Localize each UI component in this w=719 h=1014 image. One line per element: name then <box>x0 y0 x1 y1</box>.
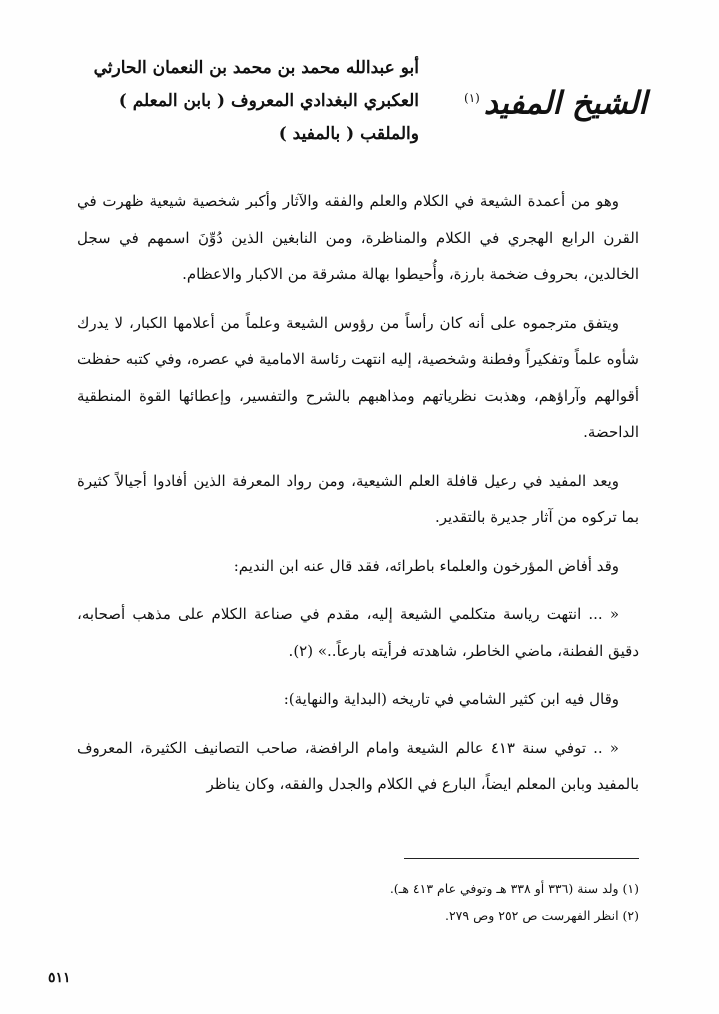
header-line: أبو عبدالله محمد بن محمد بن النعمان الحارثي <box>93 58 419 78</box>
quote-paragraph: « ... انتهت رياسة متكلمي الشيعة إليه، مقدم في صناعة الكلام على مذهب أصحابه، دقيق الفطنة، ماضي الخاطر، شاهدته فرأيته بارعاً..» (٢). <box>77 605 639 660</box>
section-title <box>437 78 647 123</box>
footnote-divider <box>404 858 639 859</box>
paragraph: وهو من أعمدة الشيعة في الكلام والعلم والفقه والآثار وأكبر شخصية شيعية ظهرت في القرن الرابع الهجري في الكلام والمناظرة، ومن النابغين الذين دُوِّنَ اسمهم في سجل الخالدين، بحروف ضخمة بارزة، وأُحيطوا بهالة مشرقة من الاكبار والاعظام. <box>77 192 639 283</box>
title-text: الشيخ المفيد <box>483 85 647 122</box>
paragraph: وقد أفاض المؤرخون والعلماء باطرائه، فقد قال عنه ابن النديم: <box>233 556 619 575</box>
title-footnote-marker: (١) <box>464 91 480 105</box>
paragraph: ويعد المفيد في رعيل قافلة العلم الشيعية، ومن رواد المعرفة الذين أفادوا أجيالاً كثيرة بما تركوه من آثار جديرة بالتقدير. <box>77 471 639 526</box>
header-line: العكبري البغدادي المعروف ( بابن المعلم ) <box>118 91 419 111</box>
paragraph: ويتفق مترجموه على أنه كان رأساً من رؤوس الشيعة وعلماً من أعلامها الكبار، لا يدرك شأوه علماً وتفكيراً وفطنة وشخصية، إليه انتهت رئاسة الامامية في عصره، وفي كتبه حفظت أقوالهم وآراؤهم، وهذبت نظرياتهم ومذاهبهم بالشرح والتفسير، وإعطائها القوة المنطقية الداحضة. <box>77 313 639 441</box>
footnote: (١) ولد سنة (٣٣٦ أو ٣٣٨ هـ وتوفي عام ٤١٣ هـ). <box>389 881 639 896</box>
body-text <box>77 183 639 803</box>
header-line: والملقب ( بالمفيد ) <box>278 124 419 144</box>
footnotes <box>77 875 639 929</box>
footnote: (٢) انظر الفهرست ص ٢٥٢ وص ٢٧٩. <box>444 908 639 923</box>
quote-paragraph: « .. توفي سنة ٤١٣ عالم الشيعة وامام الرافضة، صاحب التصانيف الكثيرة، المعروف بالمفيد وبابن المعلم ايضاً، البارع في الكلام والجدل والفقه، وكان يناظر <box>77 738 639 793</box>
paragraph: وقال فيه ابن كثير الشامي في تاريخه (البداية والنهاية): <box>283 690 619 708</box>
page-number: ٥١١ <box>48 970 71 986</box>
biography-header <box>69 52 419 151</box>
